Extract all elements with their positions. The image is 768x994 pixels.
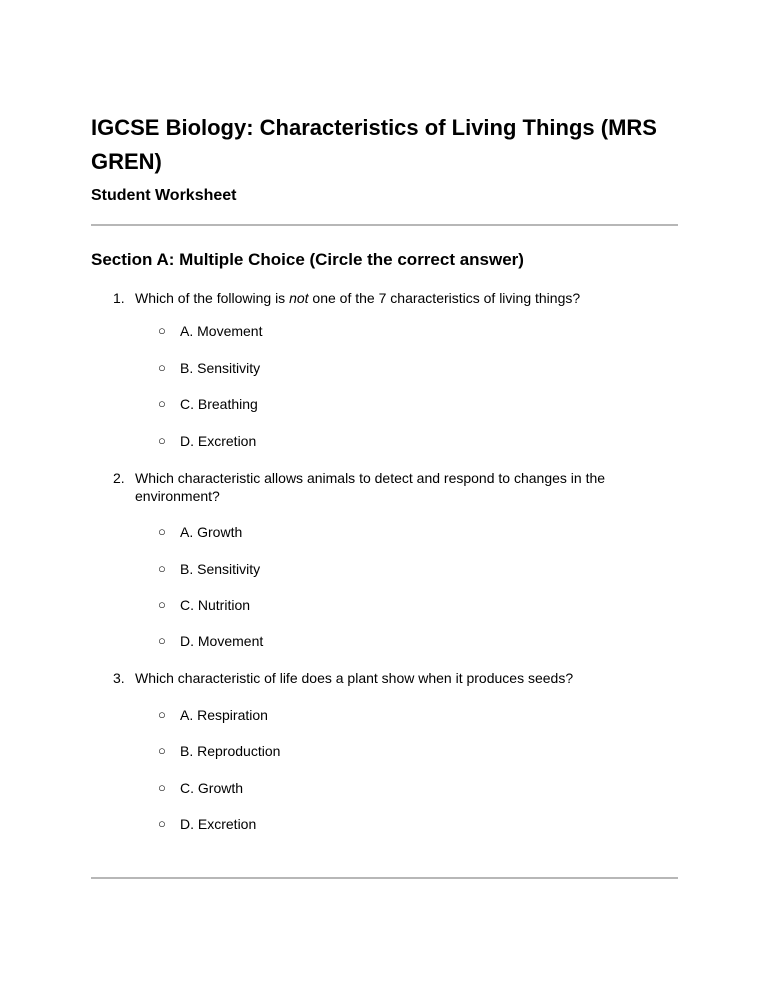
question-text: Which characteristic of life does a plant show when it produces seeds? (135, 670, 574, 686)
hollow-circle-bullet-icon: ○ (158, 707, 166, 722)
question-number: 2. (113, 470, 125, 486)
question-number: 1. (113, 290, 125, 306)
hollow-circle-bullet-icon: ○ (158, 780, 166, 795)
option-label: B. Reproduction (180, 743, 281, 759)
section-a-heading: Section A: Multiple Choice (Circle the correct answer) (91, 250, 524, 269)
option-label: A. Movement (180, 323, 263, 339)
hollow-circle-bullet-icon: ○ (158, 360, 166, 375)
hollow-circle-bullet-icon: ○ (158, 743, 166, 758)
hollow-circle-bullet-icon: ○ (158, 396, 166, 411)
hollow-circle-bullet-icon: ○ (158, 561, 166, 576)
hollow-circle-bullet-icon: ○ (158, 323, 166, 338)
hollow-circle-bullet-icon: ○ (158, 524, 166, 539)
page-title: IGCSE Biology: Characteristics of Living Things (MRS GREN) (91, 115, 657, 174)
option-label: C. Breathing (180, 396, 258, 412)
option-label: D. Excretion (180, 433, 257, 449)
option-label: B. Sensitivity (180, 561, 261, 577)
question-text: Which of the following is not one of the 7 characteristics of living things? (135, 290, 581, 306)
question-text: Which characteristic allows animals to detect and respond to changes in the environment? (135, 470, 606, 504)
option-label: A. Respiration (180, 707, 268, 723)
page-subtitle: Student Worksheet (91, 187, 237, 204)
hollow-circle-bullet-icon: ○ (158, 433, 166, 448)
option-label: D. Excretion (180, 816, 257, 832)
option-label: C. Nutrition (180, 597, 251, 613)
horizontal-divider (91, 877, 678, 879)
option-label: B. Sensitivity (180, 360, 261, 376)
hollow-circle-bullet-icon: ○ (158, 816, 166, 831)
option-label: D. Movement (180, 633, 264, 649)
hollow-circle-bullet-icon: ○ (158, 597, 166, 612)
option-label: A. Growth (180, 524, 243, 540)
option-label: C. Growth (180, 780, 244, 796)
horizontal-divider (91, 224, 678, 226)
question-number: 3. (113, 670, 125, 686)
hollow-circle-bullet-icon: ○ (158, 633, 166, 648)
